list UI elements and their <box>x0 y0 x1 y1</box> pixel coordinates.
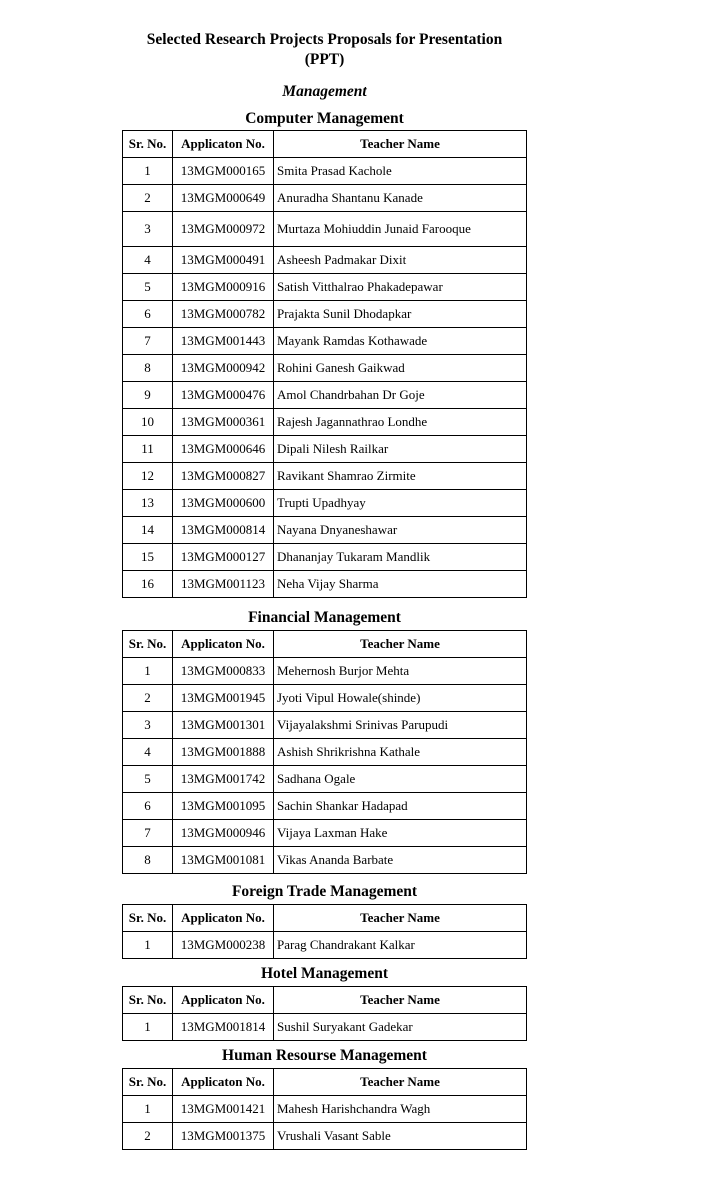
cell-teacher-name: Ashish Shrikrishna Kathale <box>274 739 527 766</box>
document-title-line1: Selected Research Projects Proposals for Presentation <box>146 31 503 48</box>
cell-teacher-name: Sadhana Ogale <box>274 766 527 793</box>
cell-sr-no: 5 <box>123 766 173 793</box>
cell-sr-no: 3 <box>123 212 173 247</box>
cell-application-no: 13MGM001814 <box>173 1014 274 1041</box>
cell-teacher-name: Vikas Ananda Barbate <box>274 847 527 874</box>
cell-application-no: 13MGM001945 <box>173 685 274 712</box>
cell-sr-no: 1 <box>123 932 173 959</box>
cell-sr-no: 16 <box>123 571 173 598</box>
section-title-computer-management: Computer Management <box>245 110 404 127</box>
header-sr-no: Sr. No. <box>123 131 173 158</box>
table-row <box>123 274 527 301</box>
table-row <box>123 847 527 874</box>
cell-application-no: 13MGM000942 <box>173 355 274 382</box>
table-hotel-management <box>122 986 527 1041</box>
cell-teacher-name: Vrushali Vasant Sable <box>274 1123 527 1150</box>
header-sr-no: Sr. No. <box>123 1069 173 1096</box>
document-subtitle: Management <box>282 83 367 100</box>
table-row <box>123 1123 527 1150</box>
cell-sr-no: 5 <box>123 274 173 301</box>
cell-application-no: 13MGM000946 <box>173 820 274 847</box>
cell-application-no: 13MGM000782 <box>173 301 274 328</box>
cell-teacher-name: Sachin Shankar Hadapad <box>274 793 527 820</box>
cell-sr-no: 2 <box>123 685 173 712</box>
table-row <box>123 658 527 685</box>
section-title-financial-management: Financial Management <box>248 609 401 626</box>
table-header-row <box>123 131 527 158</box>
table-row <box>123 793 527 820</box>
cell-teacher-name: Asheesh Padmakar Dixit <box>274 247 527 274</box>
cell-application-no: 13MGM000814 <box>173 517 274 544</box>
header-sr-no: Sr. No. <box>123 905 173 932</box>
table-row <box>123 517 527 544</box>
cell-application-no: 13MGM001375 <box>173 1123 274 1150</box>
cell-sr-no: 14 <box>123 517 173 544</box>
cell-teacher-name: Murtaza Mohiuddin Junaid Farooque <box>274 212 527 247</box>
cell-teacher-name: Rohini Ganesh Gaikwad <box>274 355 527 382</box>
table-row <box>123 712 527 739</box>
header-sr-no: Sr. No. <box>123 987 173 1014</box>
cell-sr-no: 7 <box>123 820 173 847</box>
cell-application-no: 13MGM001888 <box>173 739 274 766</box>
table-human-resourse-management <box>122 1068 527 1150</box>
cell-teacher-name: Prajakta Sunil Dhodapkar <box>274 301 527 328</box>
header-teacher-name: Teacher Name <box>274 905 527 932</box>
cell-sr-no: 4 <box>123 739 173 766</box>
table-row <box>123 463 527 490</box>
cell-sr-no: 8 <box>123 355 173 382</box>
cell-sr-no: 9 <box>123 382 173 409</box>
table-row <box>123 409 527 436</box>
table-row <box>123 1096 527 1123</box>
header-application-no: Applicaton No. <box>173 1069 274 1096</box>
cell-teacher-name: Trupti Upadhyay <box>274 490 527 517</box>
cell-sr-no: 1 <box>123 1096 173 1123</box>
table-header-row <box>123 1069 527 1096</box>
cell-sr-no: 6 <box>123 793 173 820</box>
cell-application-no: 13MGM001443 <box>173 328 274 355</box>
table-header-row <box>123 905 527 932</box>
cell-application-no: 13MGM000165 <box>173 158 274 185</box>
header-teacher-name: Teacher Name <box>274 1069 527 1096</box>
document-title-line2: (PPT) <box>304 51 345 68</box>
table-row <box>123 185 527 212</box>
table-row <box>123 766 527 793</box>
cell-teacher-name: Ravikant Shamrao Zirmite <box>274 463 527 490</box>
cell-sr-no: 13 <box>123 490 173 517</box>
cell-teacher-name: Mahesh Harishchandra Wagh <box>274 1096 527 1123</box>
cell-teacher-name: Mayank Ramdas Kothawade <box>274 328 527 355</box>
cell-application-no: 13MGM000972 <box>173 212 274 247</box>
cell-application-no: 13MGM001301 <box>173 712 274 739</box>
table-foreign-trade-management <box>122 904 527 959</box>
header-teacher-name: Teacher Name <box>274 987 527 1014</box>
cell-application-no: 13MGM000491 <box>173 247 274 274</box>
header-application-no: Applicaton No. <box>173 987 274 1014</box>
table-row <box>123 212 527 247</box>
header-teacher-name: Teacher Name <box>274 631 527 658</box>
cell-teacher-name: Mehernosh Burjor Mehta <box>274 658 527 685</box>
cell-sr-no: 15 <box>123 544 173 571</box>
header-teacher-name: Teacher Name <box>274 131 527 158</box>
cell-application-no: 13MGM001095 <box>173 793 274 820</box>
table-row <box>123 355 527 382</box>
cell-teacher-name: Smita Prasad Kachole <box>274 158 527 185</box>
cell-application-no: 13MGM000127 <box>173 544 274 571</box>
table-row <box>123 1014 527 1041</box>
cell-sr-no: 2 <box>123 1123 173 1150</box>
table-row <box>123 932 527 959</box>
section-title-foreign-trade-management: Foreign Trade Management <box>231 883 418 900</box>
cell-teacher-name: Amol Chandrbahan Dr Goje <box>274 382 527 409</box>
cell-teacher-name: Anuradha Shantanu Kanade <box>274 185 527 212</box>
cell-teacher-name: Parag Chandrakant Kalkar <box>274 932 527 959</box>
header-application-no: Applicaton No. <box>173 131 274 158</box>
cell-sr-no: 1 <box>123 1014 173 1041</box>
header-application-no: Applicaton No. <box>173 905 274 932</box>
cell-teacher-name: Sushil Suryakant Gadekar <box>274 1014 527 1041</box>
cell-application-no: 13MGM000833 <box>173 658 274 685</box>
cell-teacher-name: Vijayalakshmi Srinivas Parupudi <box>274 712 527 739</box>
table-row <box>123 247 527 274</box>
cell-application-no: 13MGM000476 <box>173 382 274 409</box>
cell-teacher-name: Dhananjay Tukaram Mandlik <box>274 544 527 571</box>
table-header-row <box>123 631 527 658</box>
cell-application-no: 13MGM001081 <box>173 847 274 874</box>
cell-sr-no: 4 <box>123 247 173 274</box>
cell-sr-no: 12 <box>123 463 173 490</box>
table-row <box>123 328 527 355</box>
cell-application-no: 13MGM000646 <box>173 436 274 463</box>
cell-application-no: 13MGM000361 <box>173 409 274 436</box>
table-row <box>123 820 527 847</box>
table-computer-management <box>122 130 527 598</box>
cell-application-no: 13MGM001742 <box>173 766 274 793</box>
cell-sr-no: 1 <box>123 658 173 685</box>
cell-application-no: 13MGM000600 <box>173 490 274 517</box>
cell-sr-no: 2 <box>123 185 173 212</box>
cell-application-no: 13MGM000916 <box>173 274 274 301</box>
table-row <box>123 490 527 517</box>
cell-application-no: 13MGM001123 <box>173 571 274 598</box>
cell-sr-no: 8 <box>123 847 173 874</box>
header-application-no: Applicaton No. <box>173 631 274 658</box>
cell-teacher-name: Jyoti Vipul Howale(shinde) <box>274 685 527 712</box>
table-financial-management <box>122 630 527 874</box>
cell-teacher-name: Nayana Dnyaneshawar <box>274 517 527 544</box>
table-row <box>123 739 527 766</box>
table-row <box>123 382 527 409</box>
table-row <box>123 685 527 712</box>
cell-sr-no: 6 <box>123 301 173 328</box>
section-title-hotel-management: Hotel Management <box>261 965 388 982</box>
cell-sr-no: 11 <box>123 436 173 463</box>
table-row <box>123 436 527 463</box>
table-row <box>123 571 527 598</box>
cell-sr-no: 3 <box>123 712 173 739</box>
cell-application-no: 13MGM001421 <box>173 1096 274 1123</box>
table-row <box>123 544 527 571</box>
cell-sr-no: 1 <box>123 158 173 185</box>
cell-teacher-name: Neha Vijay Sharma <box>274 571 527 598</box>
cell-sr-no: 7 <box>123 328 173 355</box>
cell-teacher-name: Vijaya Laxman Hake <box>274 820 527 847</box>
table-row <box>123 158 527 185</box>
cell-application-no: 13MGM000827 <box>173 463 274 490</box>
cell-sr-no: 10 <box>123 409 173 436</box>
header-sr-no: Sr. No. <box>123 631 173 658</box>
cell-application-no: 13MGM000238 <box>173 932 274 959</box>
cell-teacher-name: Satish Vitthalrao Phakadepawar <box>274 274 527 301</box>
table-row <box>123 301 527 328</box>
cell-teacher-name: Rajesh Jagannathrao Londhe <box>274 409 527 436</box>
table-header-row <box>123 987 527 1014</box>
section-title-human-resourse-management: Human Resourse Management <box>222 1047 427 1064</box>
cell-teacher-name: Dipali Nilesh Railkar <box>274 436 527 463</box>
cell-application-no: 13MGM000649 <box>173 185 274 212</box>
